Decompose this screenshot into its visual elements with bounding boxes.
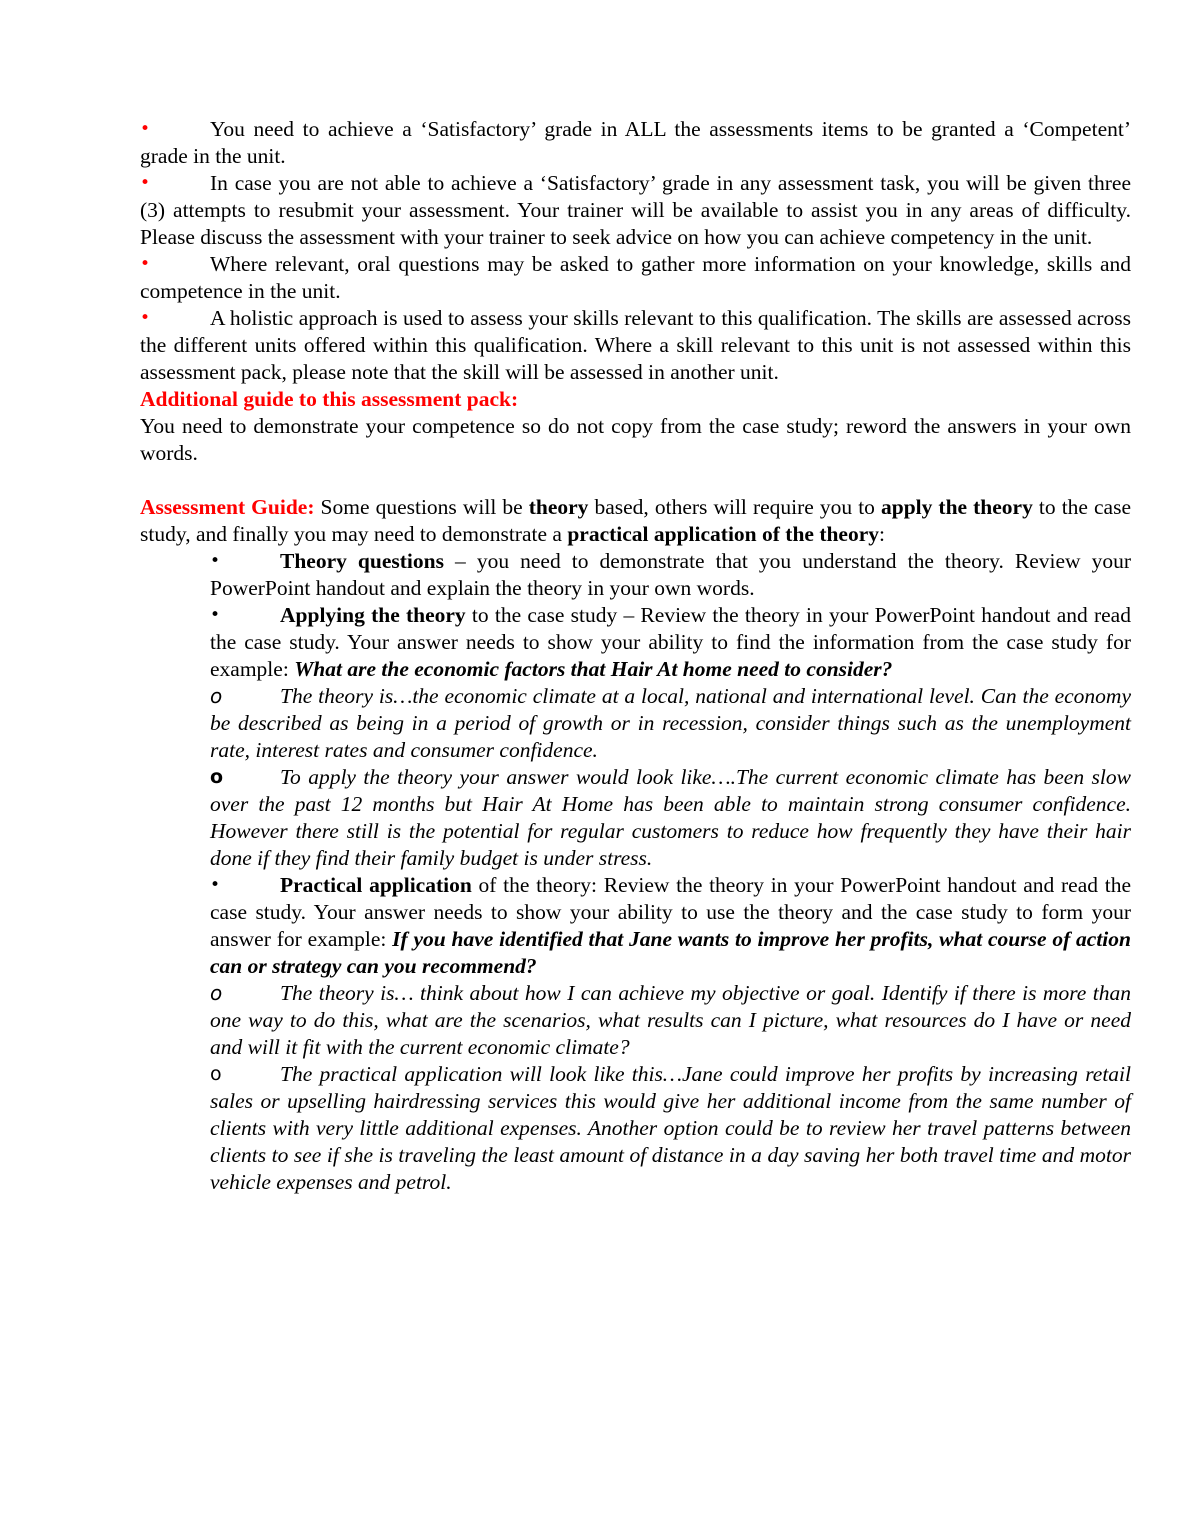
- guide-text: based, others will require you to: [588, 495, 881, 519]
- requirement-bullet-1: [140, 116, 1131, 170]
- item-bold-label: Applying the theory: [280, 603, 466, 627]
- subitem-text: To apply the theory your answer would look like….The current economic climate has been slow over the past 12 months but Hair At Home has been able to maintain strong consumer confidence. However there still is the potential for regular customers to reduce how frequently they have their hair done if they find their family budget is under stress.: [210, 765, 1131, 870]
- item-theory-questions: [210, 548, 1131, 602]
- bullet-text: In case you are not able to achieve a ‘Satisfactory’ grade in any assessment task, you will be given three (3) attempts to resubmit your assessment. Your trainer will be available to assist you in any areas of difficulty. Please discuss the assessment with your trainer to seek advice on how you can achieve competency in the unit.: [140, 171, 1131, 249]
- red-bullet-icon: •: [140, 254, 151, 274]
- item-text: of the theory: Review the theory in your PowerPoint handout and read the case study. Your answer needs to show your ability to use the theory and the case study to form your answer for example:: [210, 873, 1131, 951]
- circle-bullet-icon: o: [210, 766, 224, 788]
- document-body: [140, 116, 1131, 1196]
- assessment-guide-label: Assessment Guide:: [140, 495, 315, 519]
- bullet-icon: •: [210, 551, 221, 571]
- example-question: What are the economic factors that Hair At home need to consider?: [294, 657, 893, 681]
- assessment-guide-paragraph: [140, 494, 1131, 548]
- item-practical-application: [210, 872, 1131, 980]
- subitem-apply-example: [210, 764, 1131, 872]
- guide-bold-apply: apply the theory: [880, 495, 1033, 519]
- requirement-bullet-4: [140, 305, 1131, 386]
- bullet-text: You need to achieve a ‘Satisfactory’ grade in ALL the assessments items to be granted a ‘Competent’ grade in the unit.: [140, 117, 1131, 168]
- circle-bullet-icon: o: [210, 981, 223, 1005]
- item-bold-label: Theory questions: [280, 549, 444, 573]
- guide-bold-practical: practical application of the theory: [567, 522, 880, 546]
- bullet-icon: •: [210, 875, 221, 895]
- subitem-theory-is-economic: [210, 683, 1131, 764]
- circle-bullet-icon: o: [210, 684, 223, 708]
- item-bold-label: Practical application: [280, 873, 472, 897]
- subitem-text: The theory is…the economic climate at a local, national and international level. Can the economy be described as being in a period of growth or in recession, consider things such as the unemployment rate, interest rates and consumer confidence.: [210, 684, 1131, 762]
- bullet-text: A holistic approach is used to assess your skills relevant to this qualification. The skills are assessed across the different units offered within this qualification. Where a skill relevant to this unit is not assessed within this assessment pack, please note that the skill will be assessed in another unit.: [140, 306, 1131, 384]
- subitem-practical-example: [210, 1061, 1131, 1196]
- example-question: If you have identified that Jane wants to improve her profits, what course of action can or strategy can you recommend?: [210, 927, 1131, 978]
- red-bullet-icon: •: [140, 119, 151, 139]
- guide-text: Some questions will be: [314, 495, 529, 519]
- red-bullet-icon: •: [140, 308, 151, 328]
- circle-bullet-icon: o: [210, 1063, 222, 1085]
- guide-text: :: [879, 522, 886, 546]
- bullet-icon: •: [210, 605, 221, 625]
- guide-text: to the case study, and finally you may need to demonstrate a: [140, 495, 1132, 546]
- item-applying-theory: [210, 602, 1131, 683]
- additional-guide-heading: Additional guide to this assessment pack:: [140, 387, 519, 411]
- subitem-theory-is-objective: [210, 980, 1131, 1061]
- guide-bold-theory: theory: [528, 495, 589, 519]
- subitem-text: The practical application will look like this…Jane could improve her profits by increasing retail sales or upselling hairdressing services this would give her additional income from the same number of clients with very little additional expenses. Another option could be to review her travel patterns between clients to see if she is traveling the least amount of distance in a day saving her both travel time and motor vehicle expenses and petrol.: [210, 1062, 1131, 1194]
- bullet-text: Where relevant, oral questions may be asked to gather more information on your knowledge, skills and competence in the unit.: [140, 252, 1131, 303]
- item-text: – you need to demonstrate that you understand the theory. Review your PowerPoint handout and explain the theory in your own words.: [210, 549, 1131, 600]
- item-text: to the case study – Review the theory in your PowerPoint handout and read the case study. Your answer needs to show your ability to find the information from the case study for example:: [210, 603, 1131, 681]
- requirement-bullet-3: [140, 251, 1131, 305]
- spacer: [140, 467, 1131, 494]
- red-bullet-icon: •: [140, 173, 151, 193]
- subitem-text: The theory is… think about how I can achieve my objective or goal. Identify if there is more than one way to do this, what are the scenarios, what results can I picture, what resources do I have or need and will it fit with the current economic climate?: [210, 981, 1131, 1059]
- requirement-bullet-2: [140, 170, 1131, 251]
- additional-guide-text: You need to demonstrate your competence so do not copy from the case study; reword the answers in your own words.: [140, 414, 1131, 465]
